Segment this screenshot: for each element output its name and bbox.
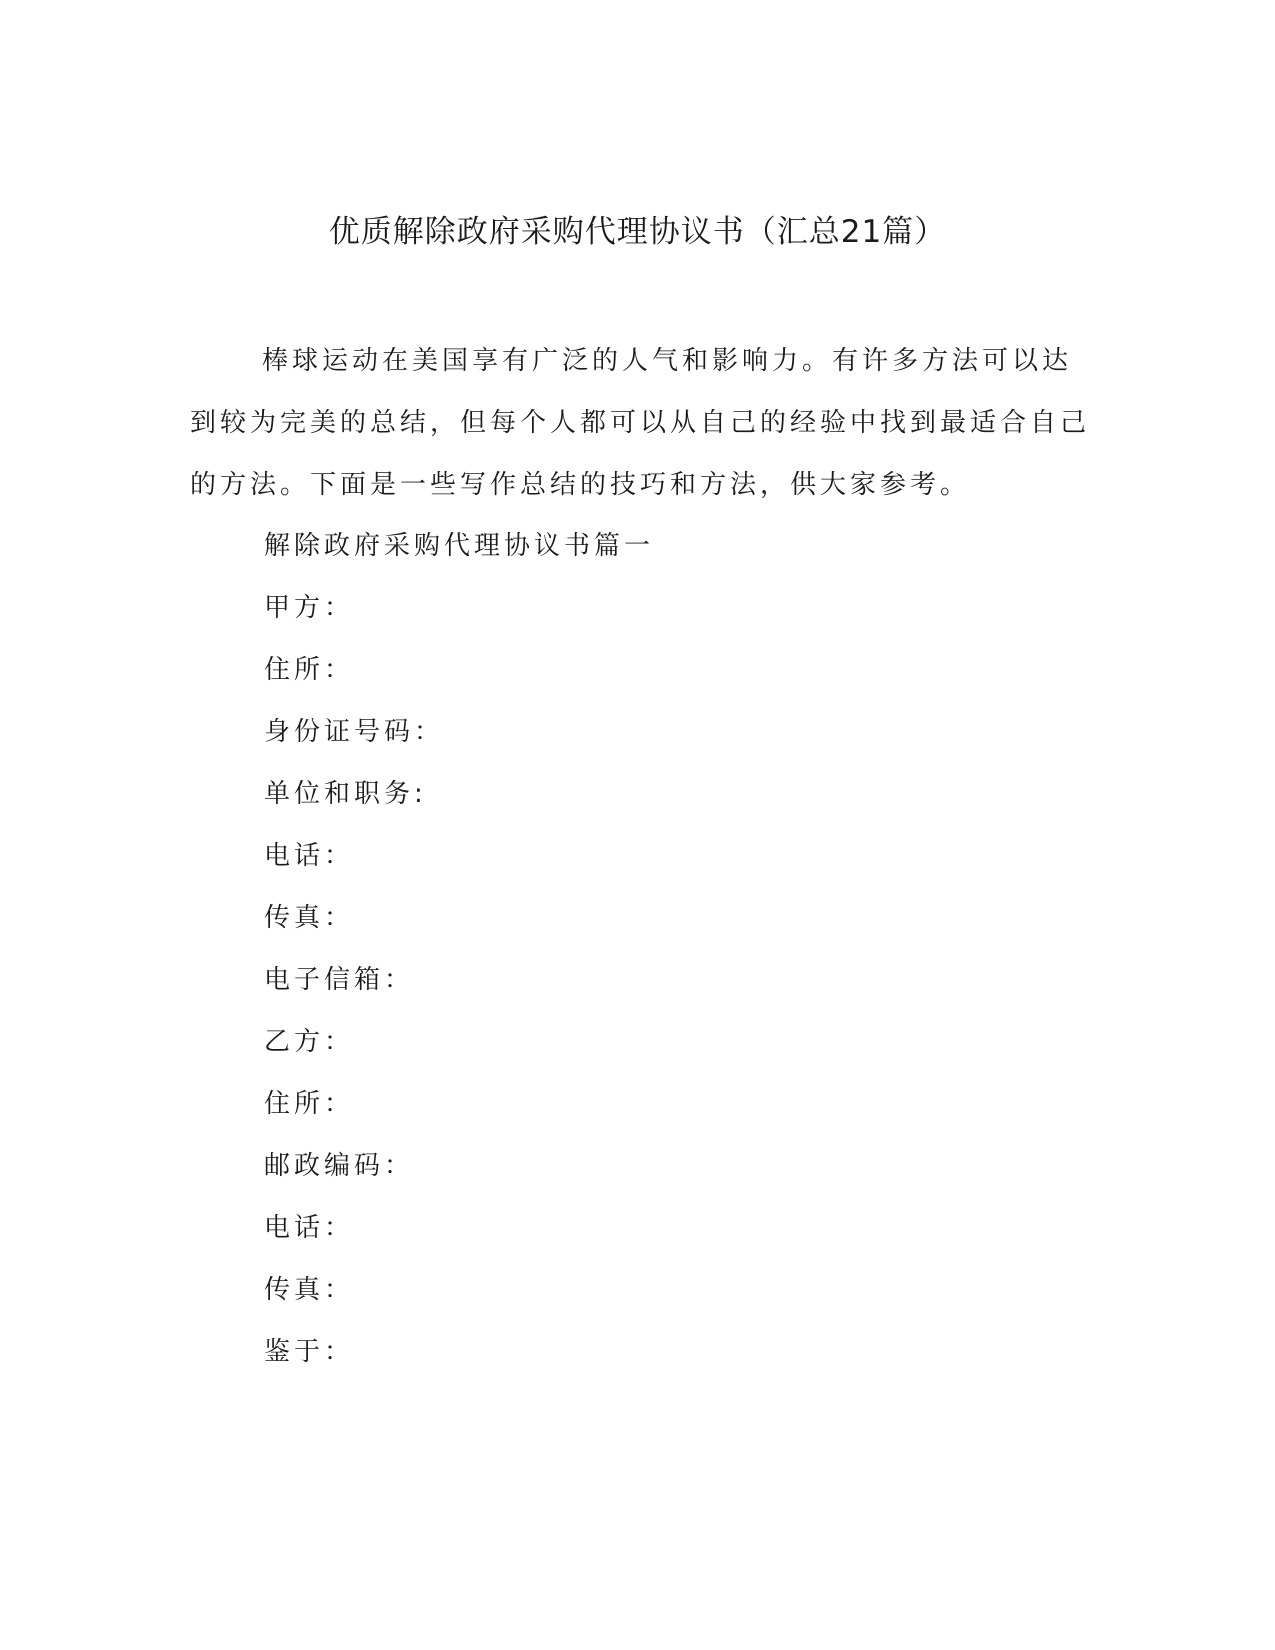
party-b-label: 乙方： xyxy=(264,1027,355,1057)
party-b-fax-label: 传真： xyxy=(264,1275,355,1305)
section-heading: 解除政府采购代理协议书篇一 xyxy=(264,531,655,561)
party-b-address-label: 住所： xyxy=(264,1089,355,1119)
party-a-id-number-label: 身份证号码： xyxy=(264,717,445,747)
party-a-fax-label: 传真： xyxy=(264,903,355,933)
party-a-address-label: 住所： xyxy=(264,655,355,685)
party-a-label: 甲方： xyxy=(264,593,355,623)
agreement-field-list xyxy=(264,515,654,1383)
party-b-phone-label: 电话： xyxy=(264,1213,355,1243)
party-a-employer-title-label: 单位和职务: xyxy=(264,779,427,809)
whereas-label: 鉴于： xyxy=(264,1337,355,1367)
party-a-email-label: 电子信箱： xyxy=(264,965,415,995)
party-a-phone-label: 电话： xyxy=(264,841,355,871)
document-title: 优质解除政府采购代理协议书（汇总21篇） xyxy=(328,214,947,250)
party-b-postcode-label: 邮政编码： xyxy=(264,1151,415,1181)
intro-paragraph: 棒球运动在美国享有广泛的人气和影响力。有许多方法可以达到较为完美的总结，但每个人都可以从自己的经验中找到最适合自己的方法。下面是一些写作总结的技巧和方法，供大家参考。 xyxy=(190,346,1091,500)
